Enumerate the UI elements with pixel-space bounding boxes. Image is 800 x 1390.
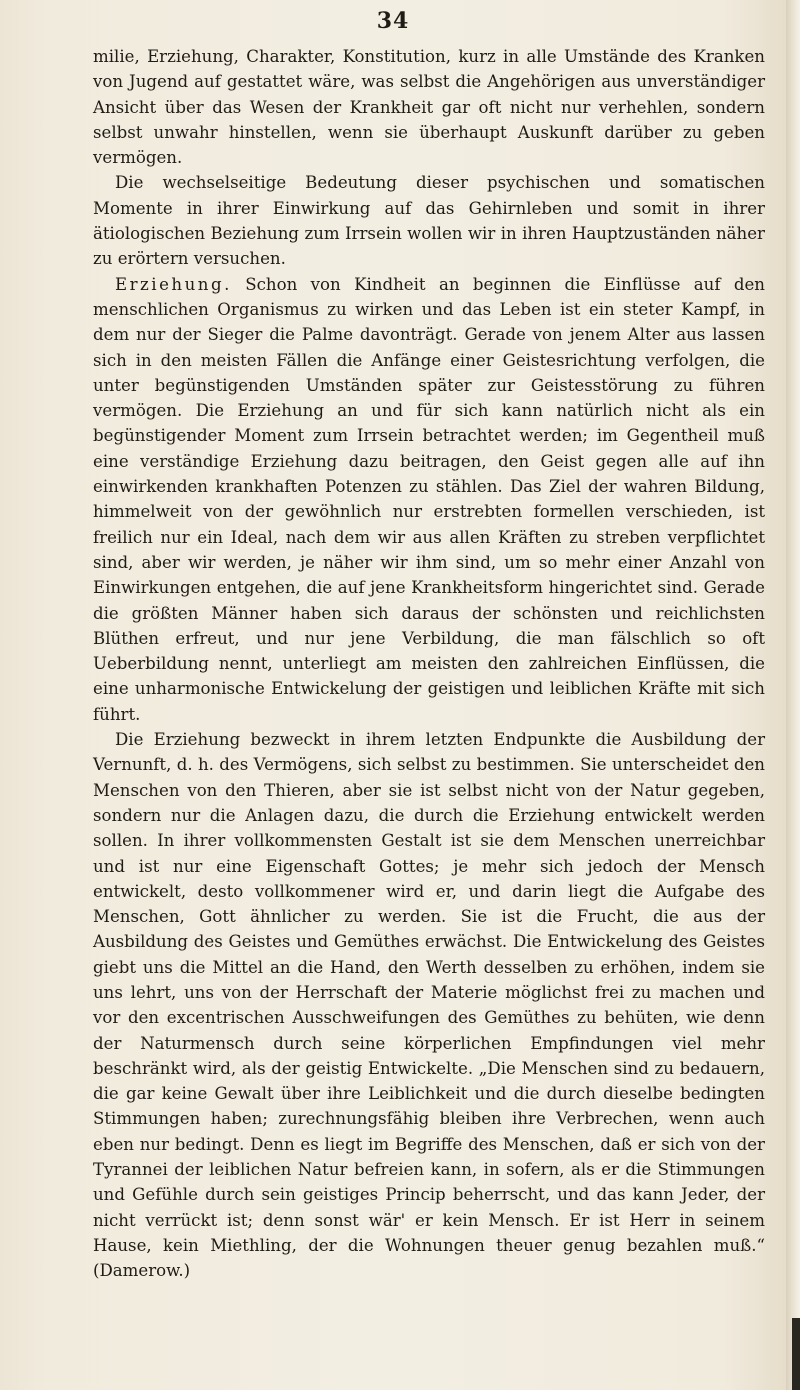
paragraph-3-text: Schon von Kindheit an beginnen die Einflüsse auf den menschlichen Organismus zu wirken und das Leben ist ein steter Kampf, in dem nur der Sieger die Palme davonträgt. Gerade von jenem Alter aus lassen sich in den meisten Fällen die Anfänge einer Geistesrichtung verfolgen, die unter begünstigenden Umständen später zur Geistesstörung zu führen vermögen. Die Erziehung an und für sich kann natürlich nicht als ein begünstigender Moment zum Irrsein betrachtet werden; im Gegentheil muß eine verständige Erziehung dazu beitragen, den Geist gegen alle auf ihn einwirkenden krankhaften Potenzen zu stählen. Das Ziel der wahren Bildung, himmelweit von der gewöhnlich nur erstrebten formellen verschieden, ist freilich nur ein Ideal, nach dem wir aus allen Kräften zu streben verpflichtet sind, aber wir werden, je näher wir ihm sind, um so mehr einer Anzahl von Einwirkungen entgehen, die auf jene Krankheitsform hingerichtet sind. Gerade die größten Männer haben sich daraus der schönsten und reichlichsten Blüthen erfreut, und nur jene Verbildung, die man fälschlich so oft Ueberbildung nennt, unterliegt am meisten den zahlreichen Einflüssen, die eine unharmonische Entwickelung der geistigen und leiblichen Kräfte mit sich führt.	[93, 274, 765, 724]
paragraph-4-text: Die Erziehung bezweckt in ihrem letzten Endpunkte die Ausbildung der Vernunft, d. h. des Vermögens, sich selbst zu bestimmen. Sie unterscheidet den Menschen von den Thieren, aber sie ist selbst nicht von der Natur gegeben, sondern nur die Anlagen dazu, die durch die Erziehung entwickelt werden sollen. In ihrer vollkommensten Gestalt ist sie dem Menschen unerreichbar und ist nur eine Eigenschaft Gottes; je mehr sich jedoch der Mensch entwickelt, desto vollkommener wird er, und darin liegt die Aufgabe des Menschen, Gott ähnlicher zu werden. Sie ist die Frucht, die aus der Ausbildung des Geistes und Gemüthes erwächst. Die Entwickelung des Geistes giebt uns die Mittel an die Hand, den Werth desselben zu erhöhen, indem sie uns lehrt, uns von der Herrschaft der Materie möglichst frei zu machen und vor den excentrischen Ausschweifungen des Gemüthes zu behüten, wie denn der Naturmensch durch seine körperlichen Empfindungen viel mehr beschränkt wird, als der geistig Entwickelte. „Die Menschen sind zu bedauern, die gar keine Gewalt über ihre Leiblichkeit und die durch dieselbe bedingten Stimmungen haben; zurechnungsfähig bleiben ihre Verbrechen, wenn auch eben nur bedingt. Denn es liegt im Begriffe des Menschen, daß er sich von der Tyrannei der leiblichen Natur befreien kann, in sofern, als er die Stimmungen und Gefühle durch sein geistiges Princip beherrscht, und das kann Jeder, der nicht verrückt ist; denn sonst wär' er kein Mensch. Er ist Herr in seinem Hause, kein Miethling, der die Wohnungen theuer genug bezahlen muß.“	[93, 730, 765, 1255]
paragraph-3	[93, 272, 765, 727]
page-number: 34	[376, 8, 410, 34]
book-edge	[786, 0, 800, 1390]
edge-mark	[792, 1318, 800, 1390]
paragraph-2: Die wechselseitige Bedeutung dieser psychischen und somatischen Momente in ihrer Einwirkung auf das Gehirnleben und somit in ihrer ätiologischen Beziehung zum Irrsein wollen wir in ihren Hauptzuständen näher zu erörtern versuchen.	[93, 173, 765, 269]
body-text	[93, 44, 765, 1284]
citation-source: (Damerow.)	[93, 1261, 191, 1281]
paragraph-1: milie, Erziehung, Charakter, Konstitution, kurz in alle Umstände des Kranken von Jugend auf gestattet wäre, was selbst die Angehörigen aus unverständiger Ansicht über das Wesen der Krankheit gar oft nicht nur verhehlen, sondern selbst unwahr hinstellen, wenn sie überhaupt Auskunft darüber zu geben vermögen.	[93, 47, 765, 168]
paragraph-4	[93, 727, 765, 1284]
section-heading-erziehung: Erziehung.	[115, 274, 232, 294]
